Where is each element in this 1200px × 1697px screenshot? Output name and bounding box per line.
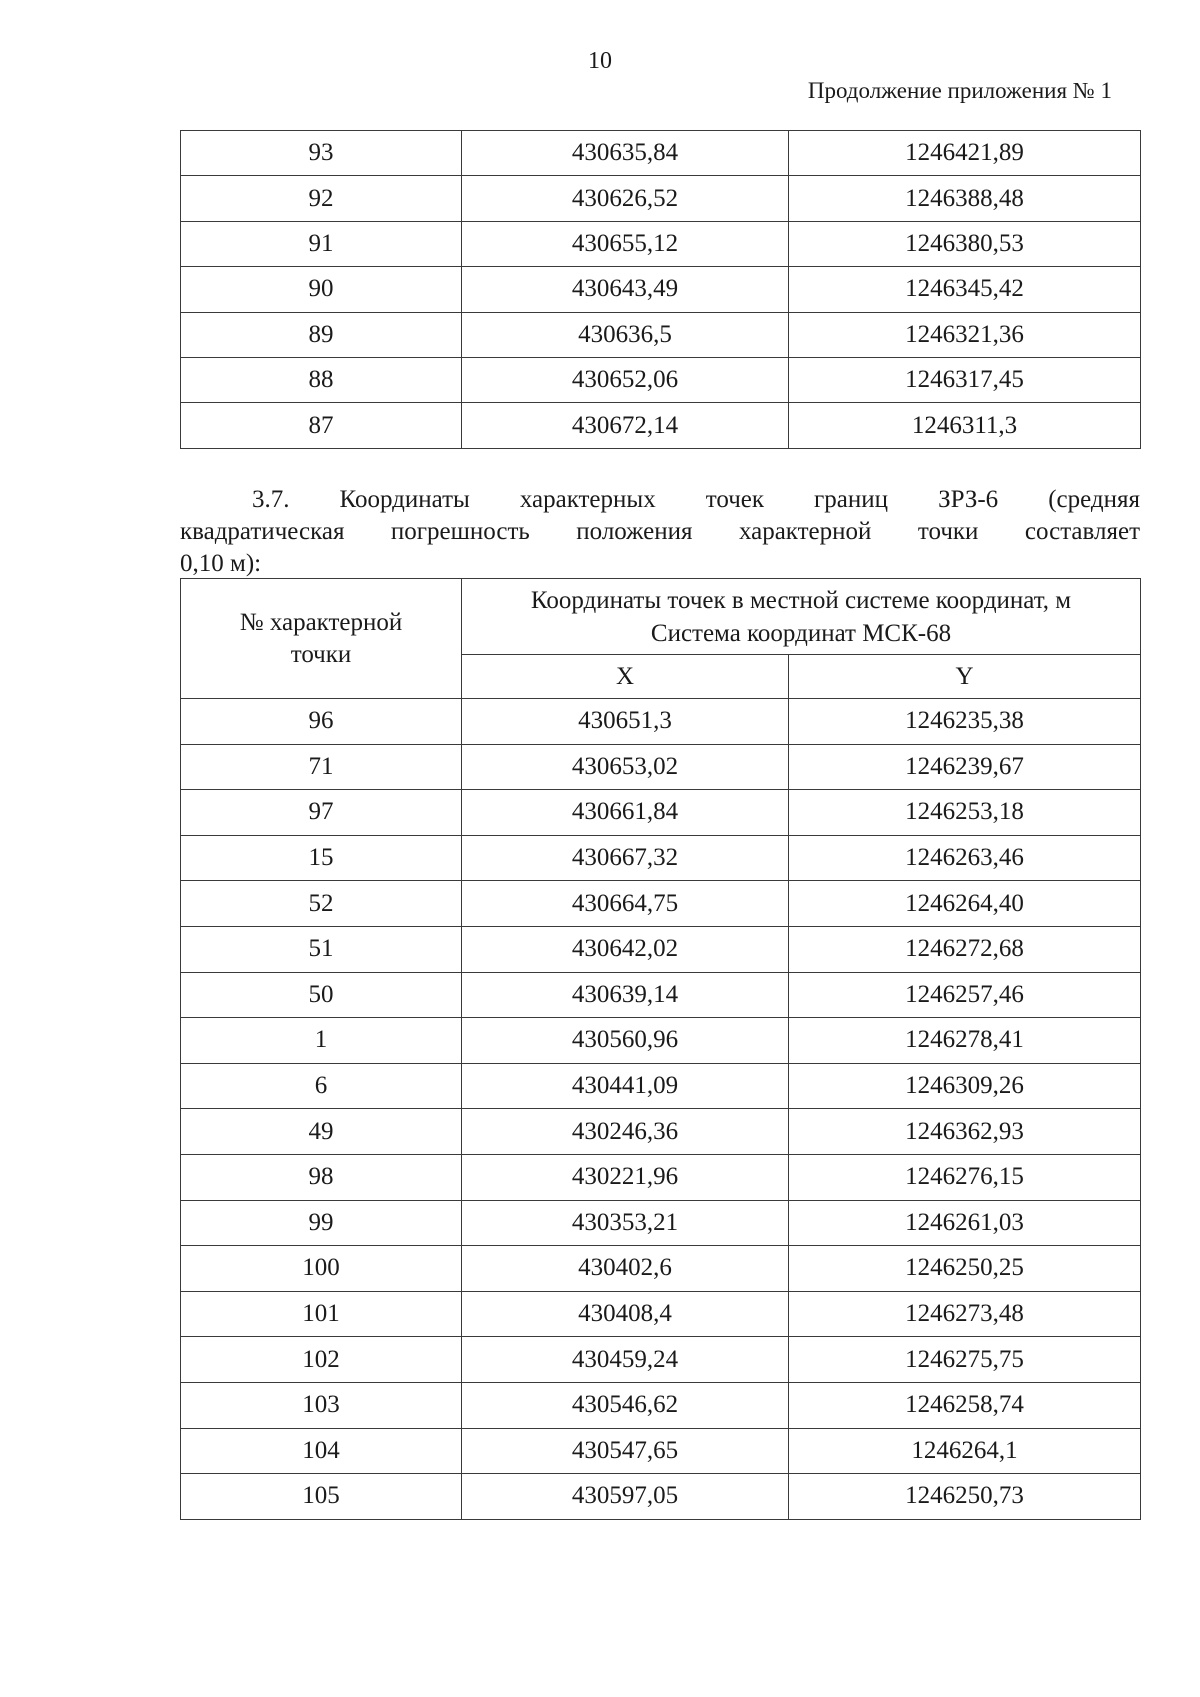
cell-y: 1246321,36 [789,312,1141,357]
table-row [181,176,1141,221]
table-row [181,1382,1141,1428]
cell-point-number: 90 [181,267,462,312]
table-row [181,744,1141,790]
cell-point-number: 104 [181,1428,462,1474]
cell-y: 1246345,42 [789,267,1141,312]
appendix-label: Продолжение приложения № 1 [807,78,1112,103]
cell-y: 1246388,48 [789,176,1141,221]
cell-point-number: 52 [181,881,462,927]
cell-x: 430626,52 [462,176,789,221]
cell-x: 430221,96 [462,1154,789,1200]
cell-point-number: 49 [181,1109,462,1155]
table-row [181,1474,1141,1520]
cell-x: 430639,14 [462,972,789,1018]
table-row [181,1246,1141,1292]
cell-x: 430459,24 [462,1337,789,1383]
cell-y: 1246311,3 [789,403,1141,448]
table-row [181,835,1141,881]
cell-y: 1246263,46 [789,835,1141,881]
cell-y: 1246362,93 [789,1109,1141,1155]
cell-y: 1246380,53 [789,221,1141,266]
coordinates-table-zrz6 [180,578,1141,1520]
header-x: X [462,655,789,699]
cell-x: 430546,62 [462,1382,789,1428]
cell-point-number: 87 [181,403,462,448]
table-row [181,881,1141,927]
cell-y: 1246239,67 [789,744,1141,790]
table-body [181,699,1141,1520]
cell-y: 1246317,45 [789,357,1141,402]
table-row [181,790,1141,836]
cell-point-number: 100 [181,1246,462,1292]
cell-x: 430246,36 [462,1109,789,1155]
cell-y: 1246421,89 [789,131,1141,176]
cell-y: 1246253,18 [789,790,1141,836]
header-coordinate-system: Система координат МСК-68 [650,619,952,647]
cell-point-number: 6 [181,1063,462,1109]
paragraph-line: 3.7. Координаты характерных точек границ ЗРЗ-6 (средняя [252,486,1140,513]
cell-x: 430655,12 [462,221,789,266]
cell-point-number: 103 [181,1382,462,1428]
cell-x: 430597,05 [462,1474,789,1520]
cell-y: 1246250,73 [789,1474,1141,1520]
cell-x: 430636,5 [462,312,789,357]
cell-x: 430547,65 [462,1428,789,1474]
section-paragraph [180,484,1140,580]
cell-y: 1246276,15 [789,1154,1141,1200]
table-row [181,221,1141,266]
table-row [181,1428,1141,1474]
cell-y: 1246275,75 [789,1337,1141,1383]
table-row [181,1063,1141,1109]
cell-x: 430441,09 [462,1063,789,1109]
table-row [181,1018,1141,1064]
table-row [181,1154,1141,1200]
cell-y: 1246258,74 [789,1382,1141,1428]
cell-point-number: 88 [181,357,462,402]
cell-point-number: 105 [181,1474,462,1520]
cell-x: 430653,02 [462,744,789,790]
cell-point-number: 51 [181,926,462,972]
cell-x: 430408,4 [462,1291,789,1337]
cell-y: 1246264,1 [789,1428,1141,1474]
table-row [181,1200,1141,1246]
cell-y: 1246278,41 [789,1018,1141,1064]
cell-point-number: 92 [181,176,462,221]
cell-point-number: 89 [181,312,462,357]
cell-x: 430661,84 [462,790,789,836]
cell-y: 1246235,38 [789,699,1141,745]
table-row [181,312,1141,357]
cell-x: 430643,49 [462,267,789,312]
table-body [181,131,1141,449]
header-coordinates [462,579,1141,655]
cell-point-number: 50 [181,972,462,1018]
cell-x: 430353,21 [462,1200,789,1246]
cell-point-number: 99 [181,1200,462,1246]
cell-x: 430642,02 [462,926,789,972]
coordinates-table-continued [180,130,1141,449]
cell-x: 430635,84 [462,131,789,176]
cell-y: 1246273,48 [789,1291,1141,1337]
table-row [181,267,1141,312]
cell-x: 430664,75 [462,881,789,927]
table-row [181,131,1141,176]
paragraph-line: квадратическая погрешность положения характерной точки составляет [180,518,1140,545]
table-row [181,972,1141,1018]
cell-x: 430672,14 [462,403,789,448]
cell-x: 430667,32 [462,835,789,881]
table-row [181,1337,1141,1383]
cell-point-number: 1 [181,1018,462,1064]
cell-point-number: 93 [181,131,462,176]
header-point-number [181,579,462,699]
cell-point-number: 71 [181,744,462,790]
cell-x: 430402,6 [462,1246,789,1292]
table-row [181,926,1141,972]
header-y: Y [789,655,1141,699]
cell-point-number: 91 [181,221,462,266]
cell-y: 1246309,26 [789,1063,1141,1109]
cell-point-number: 97 [181,790,462,836]
cell-y: 1246264,40 [789,881,1141,927]
cell-x: 430560,96 [462,1018,789,1064]
cell-x: 430652,06 [462,357,789,402]
cell-point-number: 102 [181,1337,462,1383]
cell-point-number: 15 [181,835,462,881]
table-row [181,1291,1141,1337]
cell-y: 1246272,68 [789,926,1141,972]
header-point-number-text: № характерной точки [239,608,403,668]
cell-point-number: 101 [181,1291,462,1337]
cell-y: 1246257,46 [789,972,1141,1018]
table-row [181,1109,1141,1155]
cell-y: 1246250,25 [789,1246,1141,1292]
page-number: 10 [588,48,612,74]
header-coordinates-title: Координаты точек в местной системе координат, м [530,586,1072,614]
table-row [181,357,1141,402]
paragraph-line: 0,10 м): [180,550,262,577]
cell-x: 430651,3 [462,699,789,745]
cell-point-number: 98 [181,1154,462,1200]
table-row [181,699,1141,745]
cell-point-number: 96 [181,699,462,745]
cell-y: 1246261,03 [789,1200,1141,1246]
table-row [181,403,1141,448]
table-header [181,579,1141,699]
